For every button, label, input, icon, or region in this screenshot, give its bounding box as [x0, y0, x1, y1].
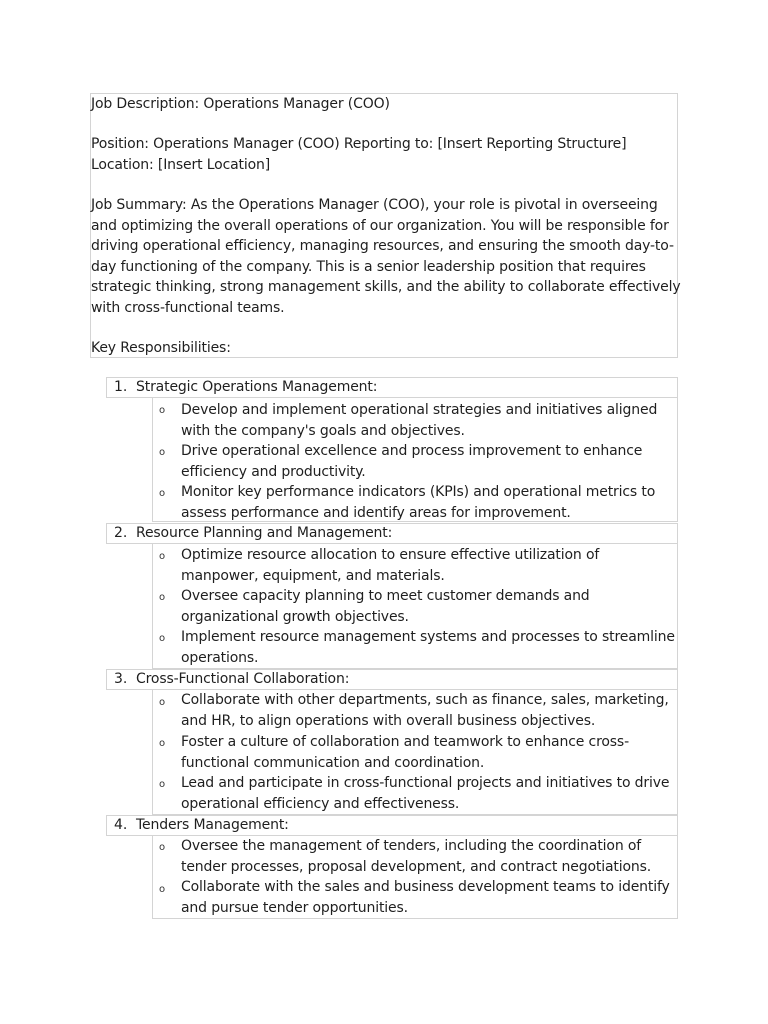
section-title: Strategic Operations Management: — [136, 379, 378, 395]
key-responsibilities-heading: Key Responsibilities: — [91, 340, 231, 356]
bullet-icon: o — [159, 592, 166, 603]
bullet-icon: o — [159, 447, 166, 458]
list-item: Lead and participate in cross-functional projects and initiatives to drive operational efficiency and effectiveness. — [181, 775, 670, 812]
list-item: Foster a culture of collaboration and teamwork to enhance cross-functional communication and coordination. — [181, 734, 629, 771]
bullet-icon: o — [159, 633, 166, 644]
list-item: Optimize resource allocation to ensure effective utilization of manpower, equipment, and materials. — [181, 547, 600, 584]
list-item: Implement resource management systems and processes to streamline operations. — [181, 629, 675, 666]
list-item: Oversee capacity planning to meet customer demands and organizational growth objectives. — [181, 588, 590, 625]
section-title: Resource Planning and Management: — [136, 525, 393, 541]
list-item: Monitor key performance indicators (KPIs) and operational metrics to assess performance and identify areas for improvement. — [181, 484, 656, 521]
list-item: Develop and implement operational strategies and initiatives aligned with the company's goals and objectives. — [181, 402, 658, 439]
section-number: 3. — [114, 671, 128, 687]
position-line: Position: Operations Manager (COO) Reporting to: [Insert Reporting Structure] Location: [Insert Location] — [91, 136, 627, 173]
document-title: Job Description: Operations Manager (COO) — [91, 96, 390, 112]
bullet-icon: o — [159, 697, 166, 708]
section-number: 1. — [114, 379, 128, 395]
bullet-icon: o — [159, 738, 166, 749]
section-number: 4. — [114, 817, 128, 833]
section-number: 2. — [114, 525, 128, 541]
list-item: Oversee the management of tenders, including the coordination of tender processes, proposal development, and contract negotiations. — [181, 838, 652, 875]
bullet-icon: o — [159, 779, 166, 790]
bullet-icon: o — [159, 884, 166, 895]
section-title: Cross-Functional Collaboration: — [136, 671, 350, 687]
bullet-icon: o — [159, 842, 166, 853]
job-summary: Job Summary: As the Operations Manager (COO), your role is pivotal in overseeing and optimizing the overall operations of our organization. You will be responsible for driving operational efficiency, managing resources, and ensuring the smooth day-to-day functioning of the company. This is a senior leadership position that requires strategic thinking, strong management skills, and the ability to collaborate effectively with cross-functional teams. — [91, 197, 681, 316]
bullet-icon: o — [159, 551, 166, 562]
list-item: Collaborate with other departments, such as finance, sales, marketing, and HR, to align operations with overall business objectives. — [181, 692, 669, 729]
bullet-icon: o — [159, 488, 166, 499]
list-item: Drive operational excellence and process improvement to enhance efficiency and productivity. — [181, 443, 643, 480]
section-title: Tenders Management: — [136, 817, 289, 833]
list-item: Collaborate with the sales and business development teams to identify and pursue tender opportunities. — [181, 879, 670, 916]
bullet-icon: o — [159, 405, 166, 416]
